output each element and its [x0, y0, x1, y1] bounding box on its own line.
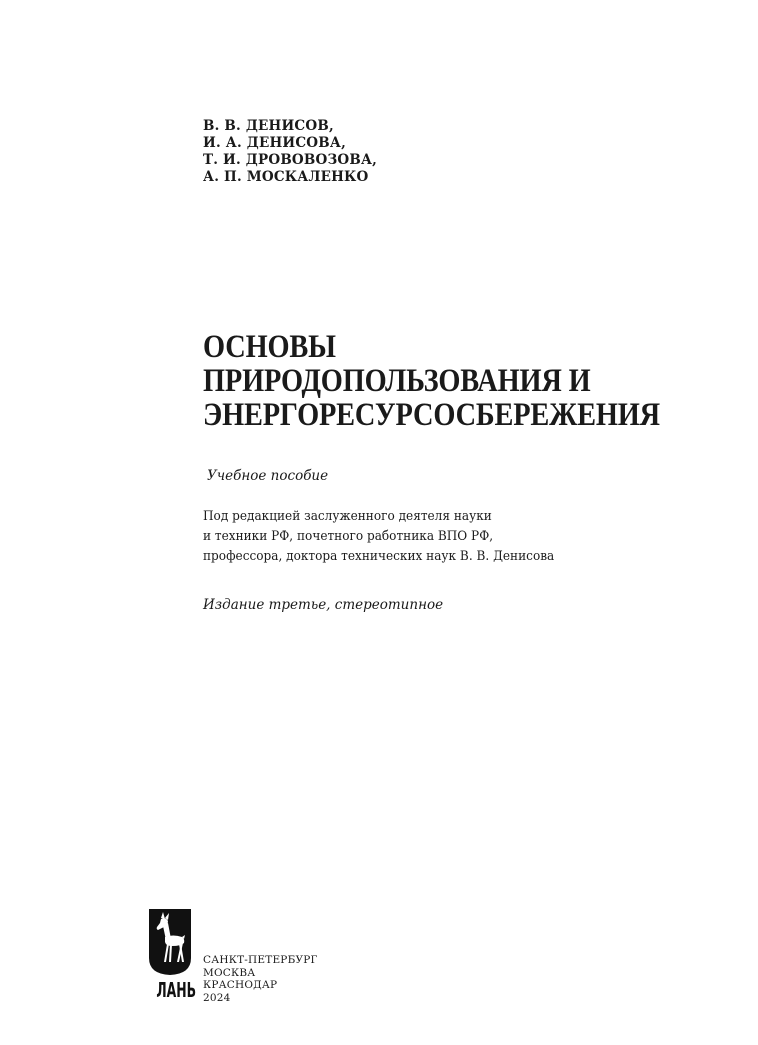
author-name: Т. И. ДРОВОВОЗОВА,	[203, 152, 378, 168]
doe-shield-icon	[148, 908, 192, 976]
authors-block	[203, 118, 377, 186]
editor-line: и техники РФ, почетного работника ВПО РФ,	[203, 529, 494, 544]
book-type: Учебное пособие	[207, 468, 329, 484]
book-title	[203, 330, 660, 432]
imprint-city: САНКТ-ПЕТЕРБУРГ	[203, 954, 318, 966]
publisher-logo	[148, 908, 197, 1004]
author-name: А. П. МОСКАЛЕНКО	[203, 169, 369, 185]
author-name: И. А. ДЕНИСОВА,	[203, 135, 346, 151]
imprint-block	[203, 954, 318, 1004]
author-name: В. В. ДЕНИСОВ,	[203, 118, 334, 134]
imprint-city: КРАСНОДАР	[203, 979, 278, 992]
editor-note	[203, 507, 554, 567]
imprint-city: МОСКВА	[203, 966, 256, 979]
editor-line: Под редакцией заслуженного деятеля науки	[203, 509, 492, 524]
publisher-logo-word: ЛАНЬ	[156, 978, 197, 1002]
imprint-year: 2024	[203, 991, 231, 1004]
title-line: ЭНЕРГОРЕСУРСОСБЕРЕЖЕНИЯ	[203, 397, 660, 433]
title-line: ПРИРОДОПОЛЬЗОВАНИЯ И	[203, 363, 591, 399]
title-line: ОСНОВЫ	[203, 329, 336, 365]
editor-line: профессора, доктора технических наук В. В. Денисова	[203, 549, 555, 564]
edition-note: Издание третье, стереотипное	[203, 597, 444, 613]
